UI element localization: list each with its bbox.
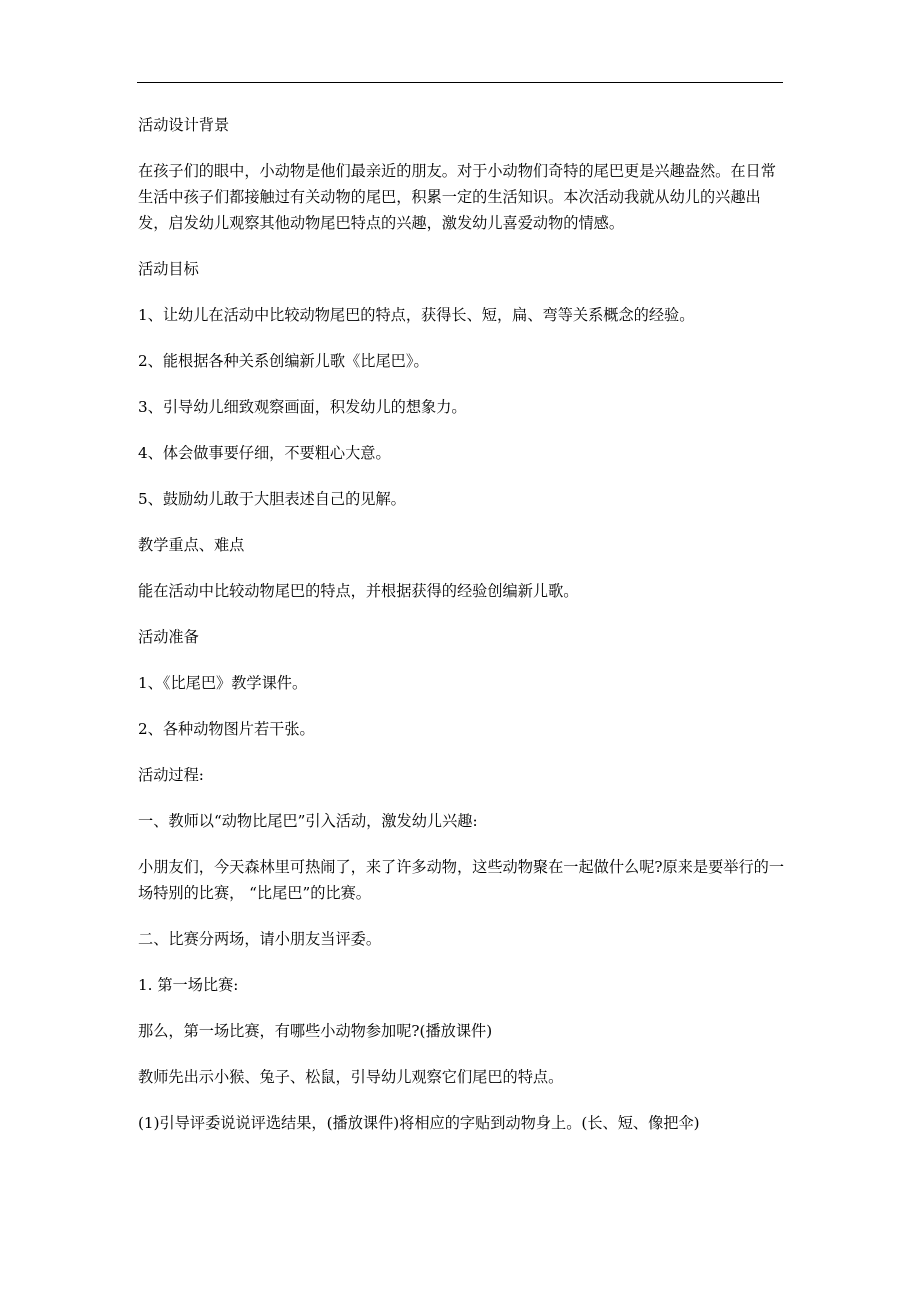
- section-heading-process: 活动过程:: [138, 766, 204, 784]
- process-step-2: 二、比赛分两场，请小朋友当评委。: [138, 930, 381, 948]
- goal-item-3: 3、引导幼儿细致观察画面，积发幼儿的想象力。: [138, 398, 467, 416]
- process-paragraph-teacher: 教师先出示小猴、兔子、松鼠，引导幼儿观察它们尾巴的特点。: [138, 1068, 564, 1086]
- process-substep-1: 1. 第一场比赛:: [138, 976, 239, 994]
- goal-item-2: 2、能根据各种关系创编新儿歌《比尾巴》。: [138, 352, 429, 370]
- process-paragraph-first-round: 那么，第一场比赛，有哪些小动物参加呢?(播放课件): [138, 1022, 493, 1040]
- section-heading-preparation: 活动准备: [138, 628, 199, 646]
- paragraph-background: 在孩子们的眼中，小动物是他们最亲近的朋友。对于小动物们奇特的尾巴更是兴趣盎然。在日常生活中孩子们都接触过有关动物的尾巴，积累一定的生活知识。本次活动我就从幼儿的兴趣出发，启发幼儿观察其他动物尾巴特点的兴趣，激发幼儿喜爱动物的情感。: [138, 162, 776, 232]
- goal-item-4: 4、体会做事要仔细，不要粗心大意。: [138, 444, 391, 462]
- document-body: [138, 112, 788, 1156]
- preparation-item-1: 1、《比尾巴》教学课件。: [138, 674, 308, 692]
- process-paragraph-intro: 小朋友们，今天森林里可热闹了，来了许多动物，这些动物聚在一起做什么呢?原来是要举行的一场特别的比赛， “比尾巴”的比赛。: [138, 858, 785, 902]
- process-step-1: 一、教师以“动物比尾巴”引入活动，激发幼儿兴趣:: [138, 812, 478, 830]
- goal-item-1: 1、让幼儿在活动中比较动物尾巴的特点，获得长、短，扁、弯等关系概念的经验。: [138, 306, 695, 324]
- paragraph-key-points: 能在活动中比较动物尾巴的特点，并根据获得的经验创编新儿歌。: [138, 582, 579, 600]
- section-heading-goals: 活动目标: [138, 260, 199, 278]
- process-paragraph-results: (1)引导评委说说评选结果，(播放课件)将相应的字贴到动物身上。(长、短、像把伞): [138, 1114, 700, 1132]
- section-heading-background: 活动设计背景: [138, 116, 230, 134]
- section-heading-key-points: 教学重点、难点: [138, 536, 245, 554]
- preparation-item-2: 2、各种动物图片若干张。: [138, 720, 315, 738]
- header-rule: [137, 82, 783, 83]
- goal-item-5: 5、鼓励幼儿敢于大胆表述自己的见解。: [138, 490, 406, 508]
